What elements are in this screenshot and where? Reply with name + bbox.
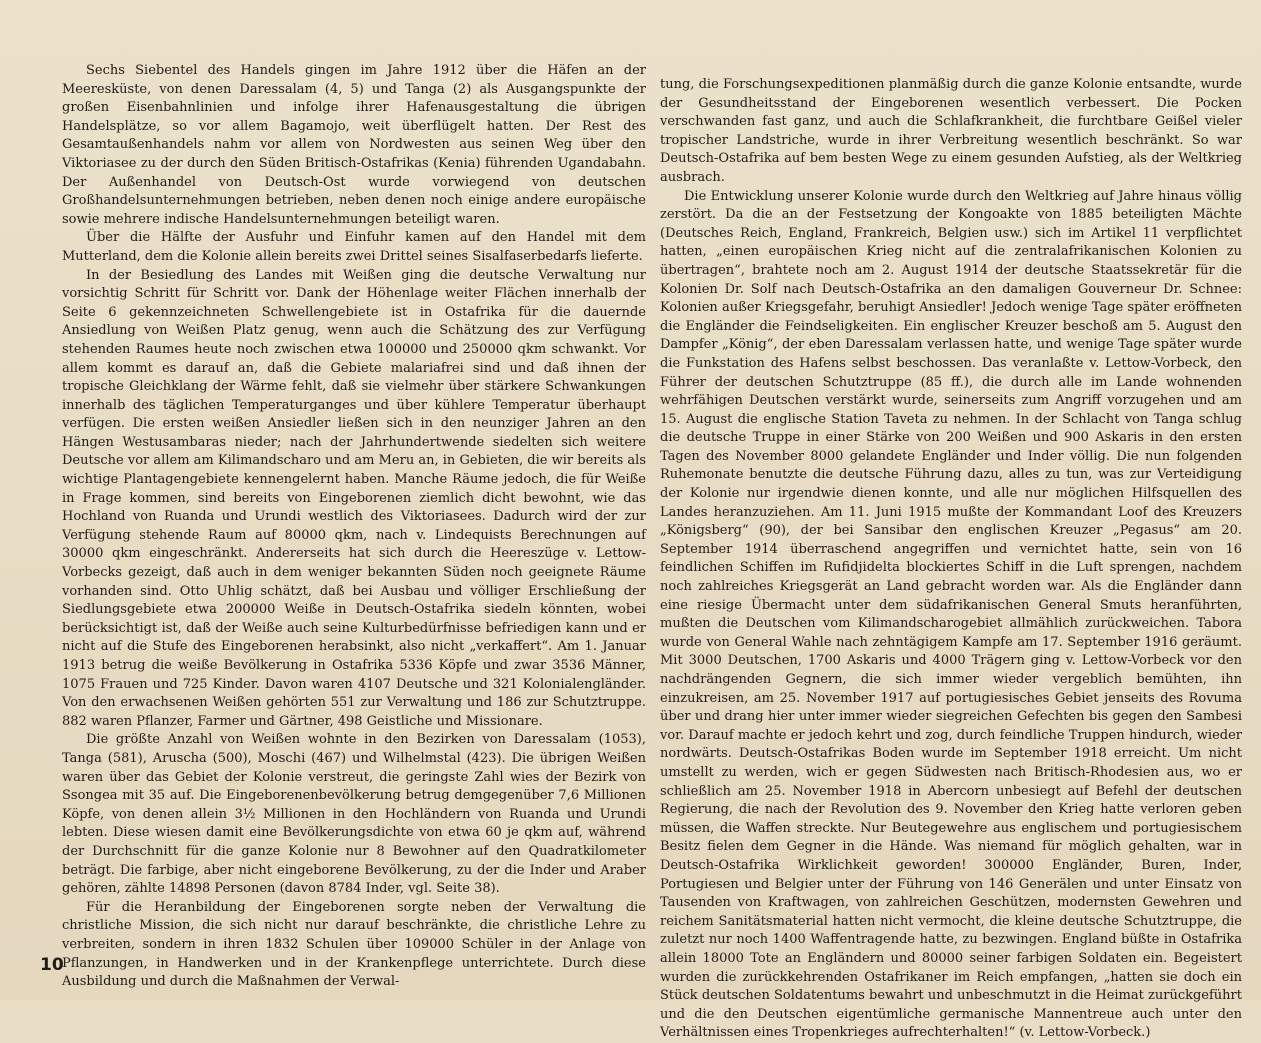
right-text-column xyxy=(660,76,1242,1043)
paragraph: In der Besiedlung des Landes mit Weißen ging die deutsche Verwaltung nur vorsichtig Schritt für Schritt vor. Dank der Höhenlage weiter Flächen innerhalb der Seite 6 gekennzeichneten Schwellengebiete ist in Ostafrika für die dauernde Ansiedlung von Weißen Platz genug, wenn auch die Schätzung des zur Verfügung stehenden Raumes heute noch zwischen etwa 100000 und 250000 qkm schwankt. Vor allem kommt es darauf an, daß die Gebiete malariafrei sind und daß ihnen der tropische Gleichklang der Wärme fehlt, daß sie vielmehr über stärkere Schwankungen innerhalb des täglichen Temperaturganges und über kühlere Temperatur überhaupt verfügen. Die ersten weißen Ansiedler ließen sich in den neunziger Jahren an den Hängen Westusambaras nieder; nach der Jahrhundertwende siedelten sich weitere Deutsche vor allem am Kilimandscharo und am Meru an, in Gebieten, die wir bereits als wichtige Plantagengebiete kennengelernt haben. Manche Räume jedoch, die für Weiße in Frage kommen, sind bereits von Eingeborenen ziemlich dicht bewohnt, wie das Hochland von Ruanda und Urundi westlich des Viktoriasees. Dadurch wird der zur Verfügung stehende Raum auf 80000 qkm, nach v. Lindequists Berechnungen auf 30000 qkm eingeschränkt. Andererseits hat sich durch die Heereszüge v. Lettow-Vorbecks gezeigt, daß auch in dem weniger bekannten Süden noch geeignete Räume vorhanden sind. Otto Uhlig schätzt, daß bei Ausbau und völliger Erschließung der Siedlungsgebiete etwa 200000 Weiße in Deutsch-Ostafrika siedeln könnten, wobei berücksichtigt ist, daß der Weiße auch seine Kulturbedürfnisse befriedigen kann und er nicht auf die Stufe des Eingeborenen herabsinkt, also nicht „verkaffert“. Am 1. Januar 1913 betrug die weiße Bevölkerung in Ostafrika 5336 Köpfe und zwar 3536 Männer, 1075 Frauen und 725 Kinder. Davon waren 4107 Deutsche und 321 Kolonialengländer. Von den erwachsenen Weißen gehörten 551 zur Verwaltung und 186 zur Schutztruppe. 882 waren Pflanzer, Farmer und Gärtner, 498 Geistliche und Missionare. xyxy=(62,267,646,729)
paragraph: Die Entwicklung unserer Kolonie wurde durch den Weltkrieg auf Jahre hinaus völlig zerstört. Da die an der Festsetzung der Kongoakte von 1885 beteiligten Mächte (Deutsches Reich, England, Frankreich, Belgien usw.) sich im Artikel 11 verpflichtet hatten, „einen europäischen Krieg nicht auf die zentralafrikanischen Kolonien zu übertragen“, brahtete noch am 2. August 1914 der deutsche Staatssekretär für die Kolonien Dr. Solf nach Deutsch-Ostafrika an den damaligen Gouverneur Dr. Schnee: Kolonien außer Kriegsgefahr, beruhigt Ansiedler! Jedoch wenige Tage später eröffneten die Engländer die Feindseligkeiten. Ein englischer Kreuzer beschoß am 5. August den Dampfer „König“, der eben Daressalam verlassen hatte, und wenige Tage später wurde die Funkstation des Hafens selbst beschossen. Das veranlaßte v. Lettow-Vorbeck, den Führer der deutschen Schutztruppe (85 ff.), die durch alle im Lande wohnenden wehrfähigen Deutschen verstärkt wurde, seinerseits zum Angriff vorzugehen und am 15. August die englische Station Taveta zu nehmen. In der Schlacht von Tanga schlug die deutsche Truppe in einer Stärke von 200 Weißen und 900 Askaris in den ersten Tagen des November 8000 gelandete Engländer und Inder völlig. Die nun folgenden Ruhemonate benutzte die deutsche Führung dazu, alles zu tun, was zur Verteidigung der Kolonie nur irgendwie dienen konnte, und alle nur möglichen Hilfsquellen des Landes heranzuziehen. Am 11. Juni 1915 mußte der Kommandant Loof des Kreuzers „Königsberg“ (90), der bei Sansibar den englischen Kreuzer „Pegasus“ am 20. September 1914 überraschend angegriffen und vernichtet hatte, sein von 16 feindlichen Schiffen im Rufidjidelta blockiertes Schiff in die Luft sprengen, nachdem noch zahlreiches Kriegsgerät an Land gebracht worden war. Als die Engländer dann eine riesige Übermacht unter dem südafrikanischen General Smuts heranführten, mußten die Deutschen vom Kilimandscharogebiet allmählich zurückweichen. Tabora wurde von General Wahle nach zehntägigem Kampfe am 17. September 1916 geräumt. Mit 3000 Deutschen, 1700 Askaris und 4000 Trägern ging v. Lettow-Vorbeck vor den nachdrängenden Gegnern, die sich immer wieder vergeblich bemühten, ihn einzukreisen, am 25. November 1917 auf portugiesisches Gebiet jenseits des Rovuma über und drang hier unter immer wieder siegreichen Gefechten bis gegen den Sambesi vor. Darauf machte er jedoch kehrt und zog, durch feindliche Truppen hindurch, wieder nordwärts. Deutsch-Ostafrikas Boden wurde im September 1918 erreicht. Um nicht umstellt zu werden, wich er gegen Südwesten nach Britisch-Rhodesien aus, wo er schließlich am 25. November 1918 in Abercorn unbesiegt auf Befehl der deutschen Regierung, die nach der Revolution des 9. November den Krieg hatte verloren geben müssen, die Waffen streckte. Nur Beutegewehre aus englischem und portugiesischem Besitz fielen dem Gegner in die Hände. Was niemand für möglich gehalten, war in Deutsch-Ostafrika Wirklichkeit geworden! 300000 Engländer, Buren, Inder, Portugiesen und Belgier unter der Führung von 146 Generälen und unter Einsatz von Tausenden von Kraftwagen, von zahlreichen Geschützen, modernsten Gewehren und reichem Sanitätsmaterial hatten nicht vermocht, die kleine deutsche Schutztruppe, die zuletzt nur noch 1400 Waffentragende hatte, zu bezwingen. England büßte in Ostafrika allein 18000 Tote an Engländern und 80000 seiner farbigen Soldaten ein. Begeistert wurden die zurückkehrenden Ostafrikaner im Reich empfangen, „hatten sie doch ein Stück deutschen Soldatentums bewahrt und unbeschmutzt in die Heimat zurückgeführt und die den Deutschen eigentümliche germanische Mannentreue auch unter den Verhältnissen eines Tropenkrieges aufrechterhalten!“ (v. Lettow-Vorbeck.) xyxy=(660,188,1242,1041)
paragraph: Über die Hälfte der Ausfuhr und Einfuhr kamen auf den Handel mit dem Mutterland, dem die Kolonie allein bereits zwei Drittel seines Sisalfaserbedarfs lieferte. xyxy=(62,230,646,264)
paragraph: tung, die Forschungsexpeditionen planmäßig durch die ganze Kolonie entsandte, wurde der Gesundheitsstand der Eingeborenen wesentlich verbessert. Die Pocken verschwanden fast ganz, und auch die Schlafkrankheit, die furchtbare Geißel vieler tropischer Landstriche, wurde in ihrer Verbreitung wesentlich beschränkt. So war Deutsch-Ostafrika auf bem besten Wege zu einem gesunden Aufstieg, als der Weltkrieg ausbrach. xyxy=(660,77,1242,185)
paragraph: Die größte Anzahl von Weißen wohnte in den Bezirken von Daressalam (1053), Tanga (581), Aruscha (500), Moschi (467) und Wilhelmstal (423). Die übrigen Weißen waren über das Gebiet der Kolonie verstreut, die geringste Zahl wies der Bezirk von Ssongea mit 35 auf. Die Eingeborenenbevölkerung betrug demgegenüber 7,6 Millionen Köpfe, von denen allein 3½ Millionen in den Hochländern von Ruanda und Urundi lebten. Diese wiesen damit eine Bevölkerungsdichte von etwa 60 je qkm auf, während der Durchschnitt für die ganze Kolonie nur 8 Bewohner auf den Quadratkilometer beträgt. Die farbige, aber nicht eingeborene Bevölkerung, zu der die Inder und Araber gehören, zählte 14898 Personen (davon 8784 Inder, vgl. Seite 38). xyxy=(62,732,646,897)
left-text-column xyxy=(62,62,646,992)
paragraph: Sechs Siebentel des Handels gingen im Jahre 1912 über die Häfen an der Meeresküste, von denen Daressalam (4, 5) und Tanga (2) als Ausgangspunkte der großen Eisenbahnlinien und infolge ihrer Hafenausgestaltung die übrigen Handelsplätze, so vor allem Bagamojo, weit überflügelt hatten. Der Rest des Gesamtaußenhandels nahm vor allem von Nordwesten aus seinen Weg über den Viktoriasee zu der durch den Süden Britisch-Ostafrikas (Kenia) führenden Ugandabahn. Der Außenhandel von Deutsch-Ost wurde vorwiegend von deutschen Großhandelsunternehmungen betrieben, neben denen noch einige andere europäische sowie mehrere indische Handelsunternehmungen beteiligt waren. xyxy=(62,63,646,227)
paragraph: Für die Heranbildung der Eingeborenen sorgte neben der Verwaltung die christliche Mission, die sich nicht nur darauf beschränkte, die christliche Lehre zu verbreiten, sondern in ihren 1832 Schulen über 109000 Schüler in der Anlage von Pflanzungen, in Handwerken und in der Krankenpflege unterrichtete. Durch diese Ausbildung und durch die Maßnahmen der Verwal- xyxy=(62,899,646,990)
page-number: 10 xyxy=(40,955,64,975)
